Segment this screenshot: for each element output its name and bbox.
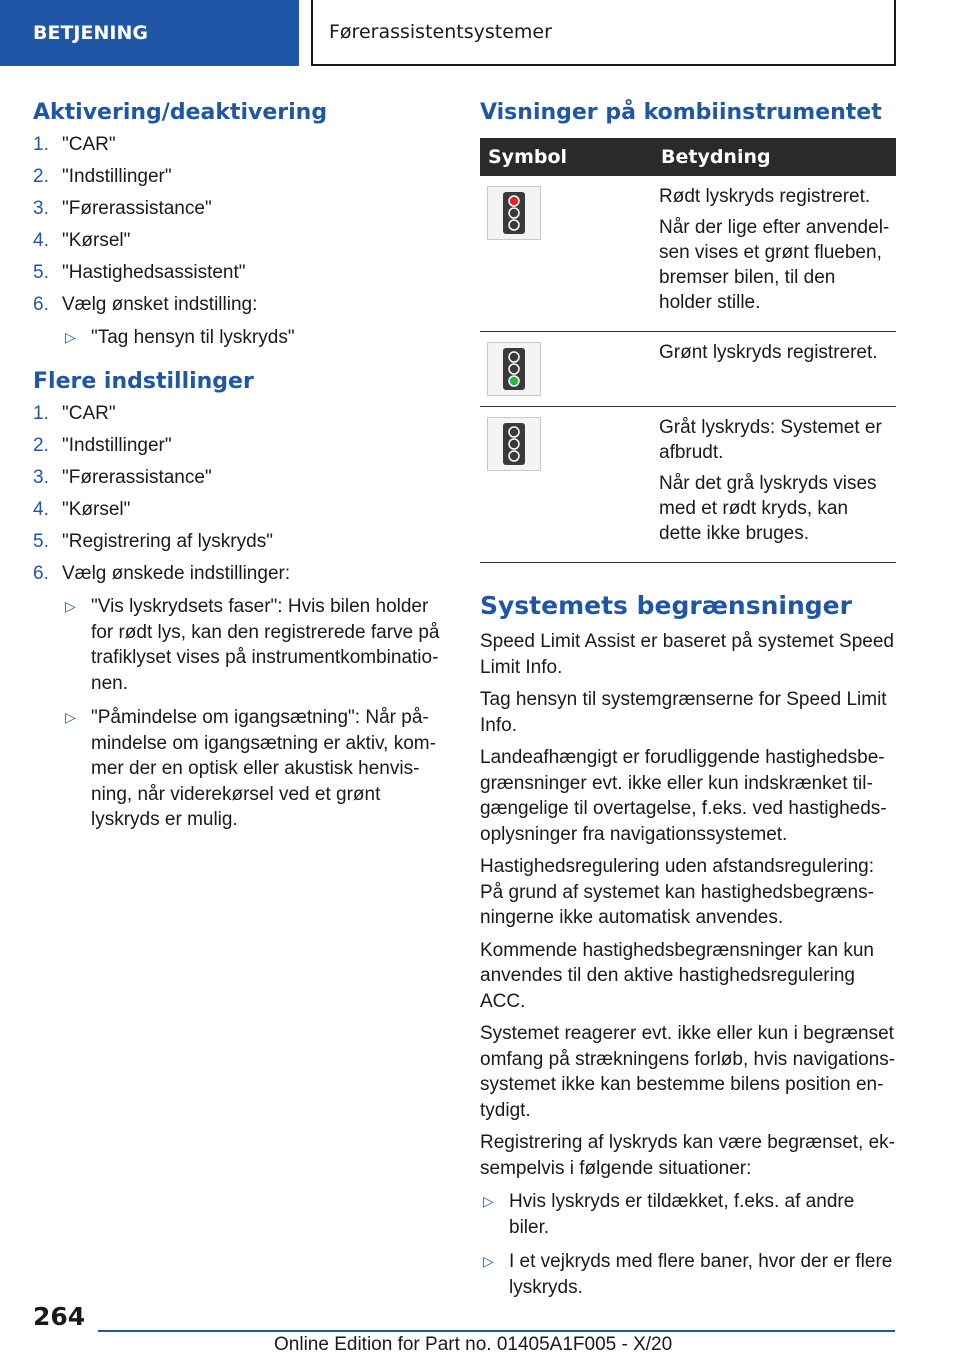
sub-item-text: "Påmindelse om igangsætning": Når påmindelse om igangsætning er aktiv, kommer der en optisk eller akustisk henvisning, når viderekørsel ved et grønt lyskryds er mulig. [91,707,436,831]
step-text: Vælg ønsket indstilling: [62,294,258,316]
list-item [62,325,443,351]
table-row [480,332,896,407]
step-number: 2. [33,435,49,457]
bullet-text: Hvis lyskryds er tildækket, f.eks. af andre biler. [509,1191,855,1238]
traffic-light-red-icon [487,186,541,240]
paragraph: Tag hensyn til systemgrænserne for Speed Limit Info. [480,689,887,736]
list-item [33,228,443,253]
paragraph: Hastighedsregulering uden afstandsregulering: På grund af systemet kan hastighedsbegrænsningerne ikke automatisk anvendes. [480,856,874,929]
chapter-title: Førerassistentsystemer [329,21,552,43]
step-number: 3. [33,467,49,489]
symbol-cell [480,176,653,332]
step-text: "CAR" [62,403,116,425]
footer-edition: Online Edition for Part no. 01405A1F005 - X/20 [274,1334,673,1355]
page-number: 264 [33,1302,86,1331]
list-item [33,497,443,522]
step-number: 3. [33,198,49,220]
step-number: 4. [33,499,49,521]
list-item [33,260,443,285]
meaning-text: Gråt lyskryds: Systemet er afbrudt. [659,417,882,464]
list-item [480,1189,896,1240]
paragraph: Registrering af lyskryds kan være begrænset, eksempelvis i følgende situationer: [480,1132,895,1179]
step-text: "Indstillinger" [62,435,172,457]
sub-item-text: "Tag hensyn til lyskryds" [91,327,295,349]
list-item [62,705,443,833]
step-text: Vælg ønskede indstillinger: [62,563,291,585]
left-column [33,100,443,851]
limits-list [480,1189,896,1300]
traffic-light-grey-icon [487,417,541,471]
symbol-cell [480,332,653,407]
step-number: 1. [33,134,49,156]
step-text: "Hastighedsassistent" [62,262,246,284]
triangle-bullet-icon: ▷ [483,1253,494,1270]
step-number: 1. [33,403,49,425]
sub-item-text: "Vis lyskrydsets faser": Hvis bilen holder for rødt lys, kan den registrerede farve på trafiklyset vises på instrumentkombinationen. [91,596,440,694]
list-item [33,196,443,221]
meaning-text: Når der lige efter anvendelsen vises et grønt flueben, bremser bilen, til den holder stille. [659,217,890,314]
step-number: 5. [33,531,49,553]
step-text: "Førerassistance" [62,467,212,489]
step-number: 6. [33,563,49,585]
step-text: "Registrering af lyskryds" [62,531,273,553]
list-item [62,594,443,696]
meaning-cell [653,407,896,563]
table-row [480,176,896,332]
meaning-cell [653,176,896,332]
triangle-bullet-icon: ▷ [65,709,76,726]
step-number: 4. [33,230,49,252]
section-title: BETJENING [33,22,148,44]
triangle-bullet-icon: ▷ [65,598,76,615]
list-item [33,292,443,351]
display-heading: Visninger på kombiinstrumentet [480,100,882,125]
more-settings-heading: Flere indstillinger [33,368,254,394]
list-item [33,529,443,554]
step-number: 5. [33,262,49,284]
step-text: "Kørsel" [62,230,131,252]
paragraph: Kommende hastighedsbegrænsninger kan kun anvendes til den aktive hastighedsregulering ACC. [480,939,874,1012]
column-header-symbol: Symbol [480,138,653,176]
step-text: "Kørsel" [62,499,131,521]
limits-heading: Systemets begrænsninger [480,591,852,621]
activation-heading: Aktivering/deaktivering [33,100,328,125]
list-item [33,561,443,833]
triangle-bullet-icon: ▷ [65,329,76,346]
right-column [480,100,896,1309]
meaning-cell [653,332,896,407]
step-text: "Førerassistance" [62,198,212,220]
meaning-text: Når det grå lyskryds vises med et rødt kryds, kan dette ikke bruges. [659,473,877,545]
meaning-text: Grønt lyskryds registreret. [659,342,878,364]
symbol-cell [480,407,653,563]
table-row [480,407,896,563]
step-text: "Indstillinger" [62,166,172,188]
step-number: 6. [33,294,49,316]
step-text: "CAR" [62,134,116,156]
list-item [33,465,443,490]
sub-list [62,325,443,351]
list-item [480,1249,896,1300]
bullet-text: I et vejkryds med flere baner, hvor der er flere lyskryds. [509,1251,893,1298]
sub-list [62,594,443,833]
chapter-tab [311,0,896,66]
triangle-bullet-icon: ▷ [483,1193,494,1210]
list-item [33,164,443,189]
activation-steps [33,132,443,351]
paragraph: Systemet reagerer evt. ikke eller kun i begrænset omfang på strækningens forløb, hvis navigationssystemet ikke kan bestemme bilens position entydigt. [480,1023,896,1121]
more-settings-steps [33,401,443,833]
section-tab [0,0,299,66]
paragraph: Landeafhængigt er forudliggende hastighedsbegrænsninger evt. ikke eller kun indskrænket tilgængelige til overtagelse, f.eks. ved hastighedsoplysninger fra navigationssystemet. [480,747,887,845]
list-item [33,401,443,426]
list-item [33,132,443,157]
traffic-light-green-icon [487,342,541,396]
column-header-meaning: Betydning [653,138,896,176]
step-number: 2. [33,166,49,188]
paragraph: Speed Limit Assist er baseret på systemet Speed Limit Info. [480,631,894,678]
list-item [33,433,443,458]
symbol-table [480,138,896,563]
meaning-text: Rødt lyskryds registreret. [659,186,871,208]
footer-divider [98,1330,895,1332]
